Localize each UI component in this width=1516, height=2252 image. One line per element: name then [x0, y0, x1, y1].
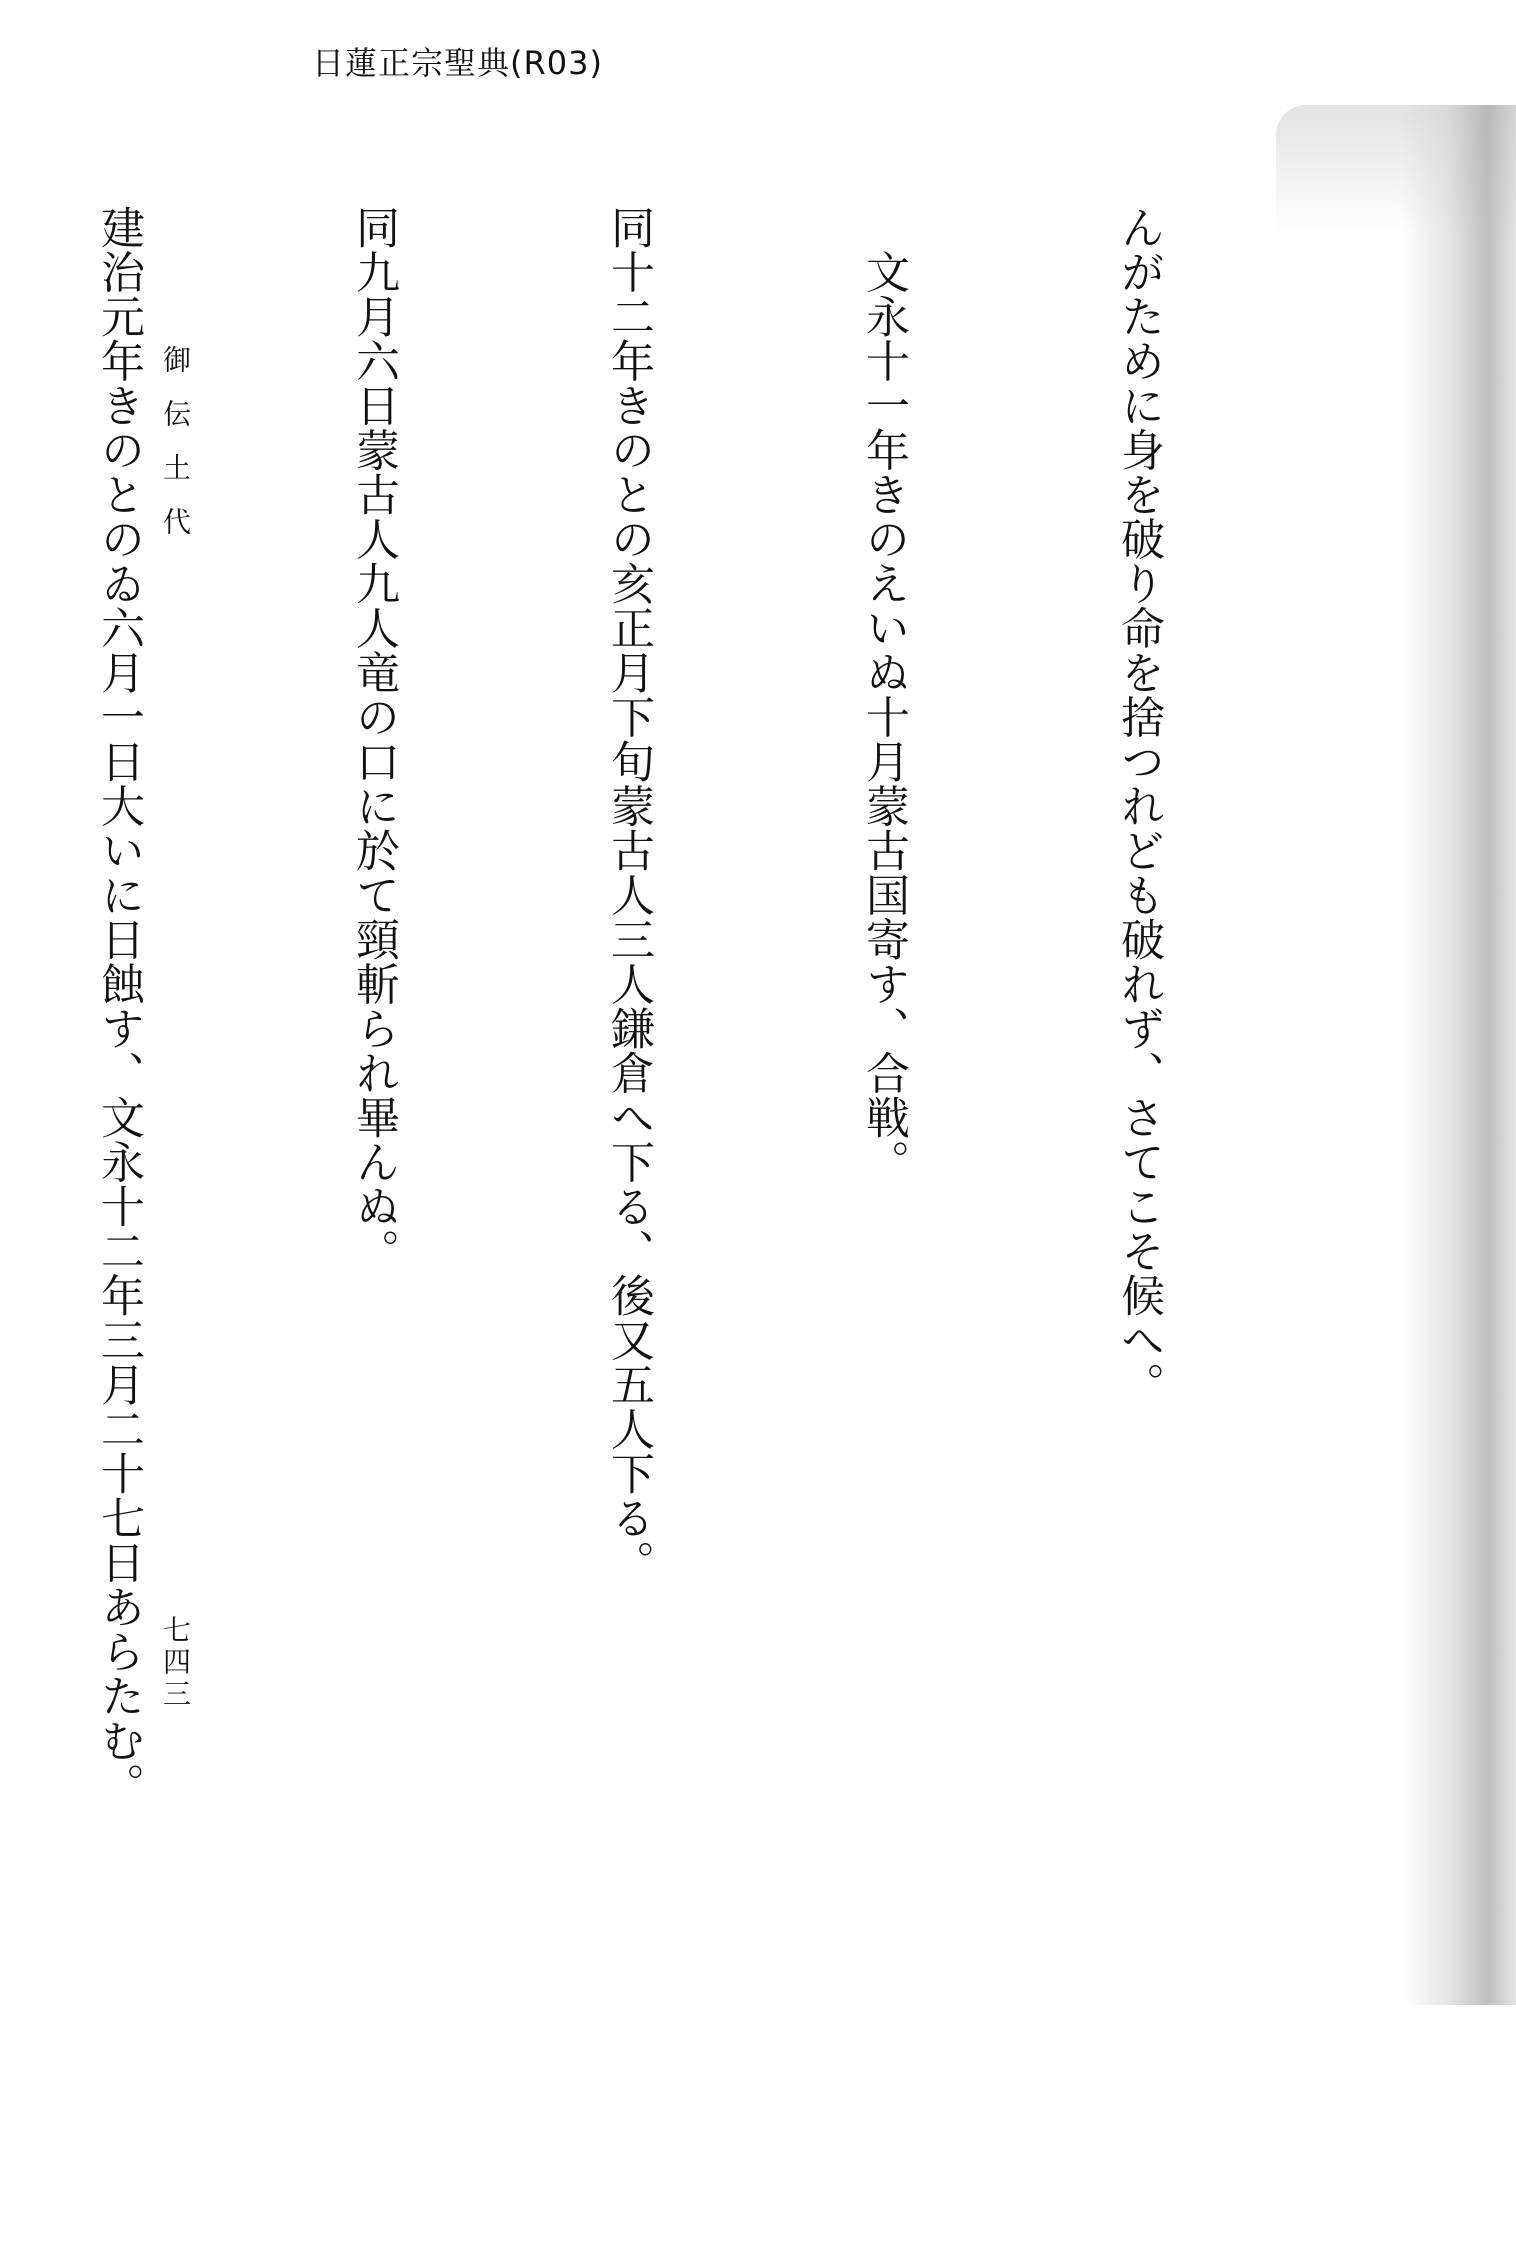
header-title: 日蓮正宗聖典(R03) — [312, 44, 603, 82]
page-edge-shadow — [1401, 105, 1516, 2005]
page-number: 七四三 — [159, 1615, 192, 1711]
text-line-5: 建治元年きのとのゐ六月一日大いに日蝕す、文永十二年三月二十七日あらたむ。 — [93, 205, 144, 1807]
section-title: 御伝土代 — [159, 345, 192, 561]
text-line-1: んがために身を破り命を捨つれども破れず、さてこそ候へ。 — [1113, 205, 1164, 1407]
body-text — [0, 205, 1351, 1965]
text-line-3: 同十二年きのとの亥正月下旬蒙古人三人鎌倉へ下る、後又五人下る。 — [603, 205, 654, 1585]
text-line-4: 同九月六日蒙古人九人竜の口に於て頸斬られ畢んぬ。 — [348, 205, 399, 1273]
text-line-2: 文永十一年きのえいぬ十月蒙古国寄す、合戦。 — [858, 205, 909, 1184]
